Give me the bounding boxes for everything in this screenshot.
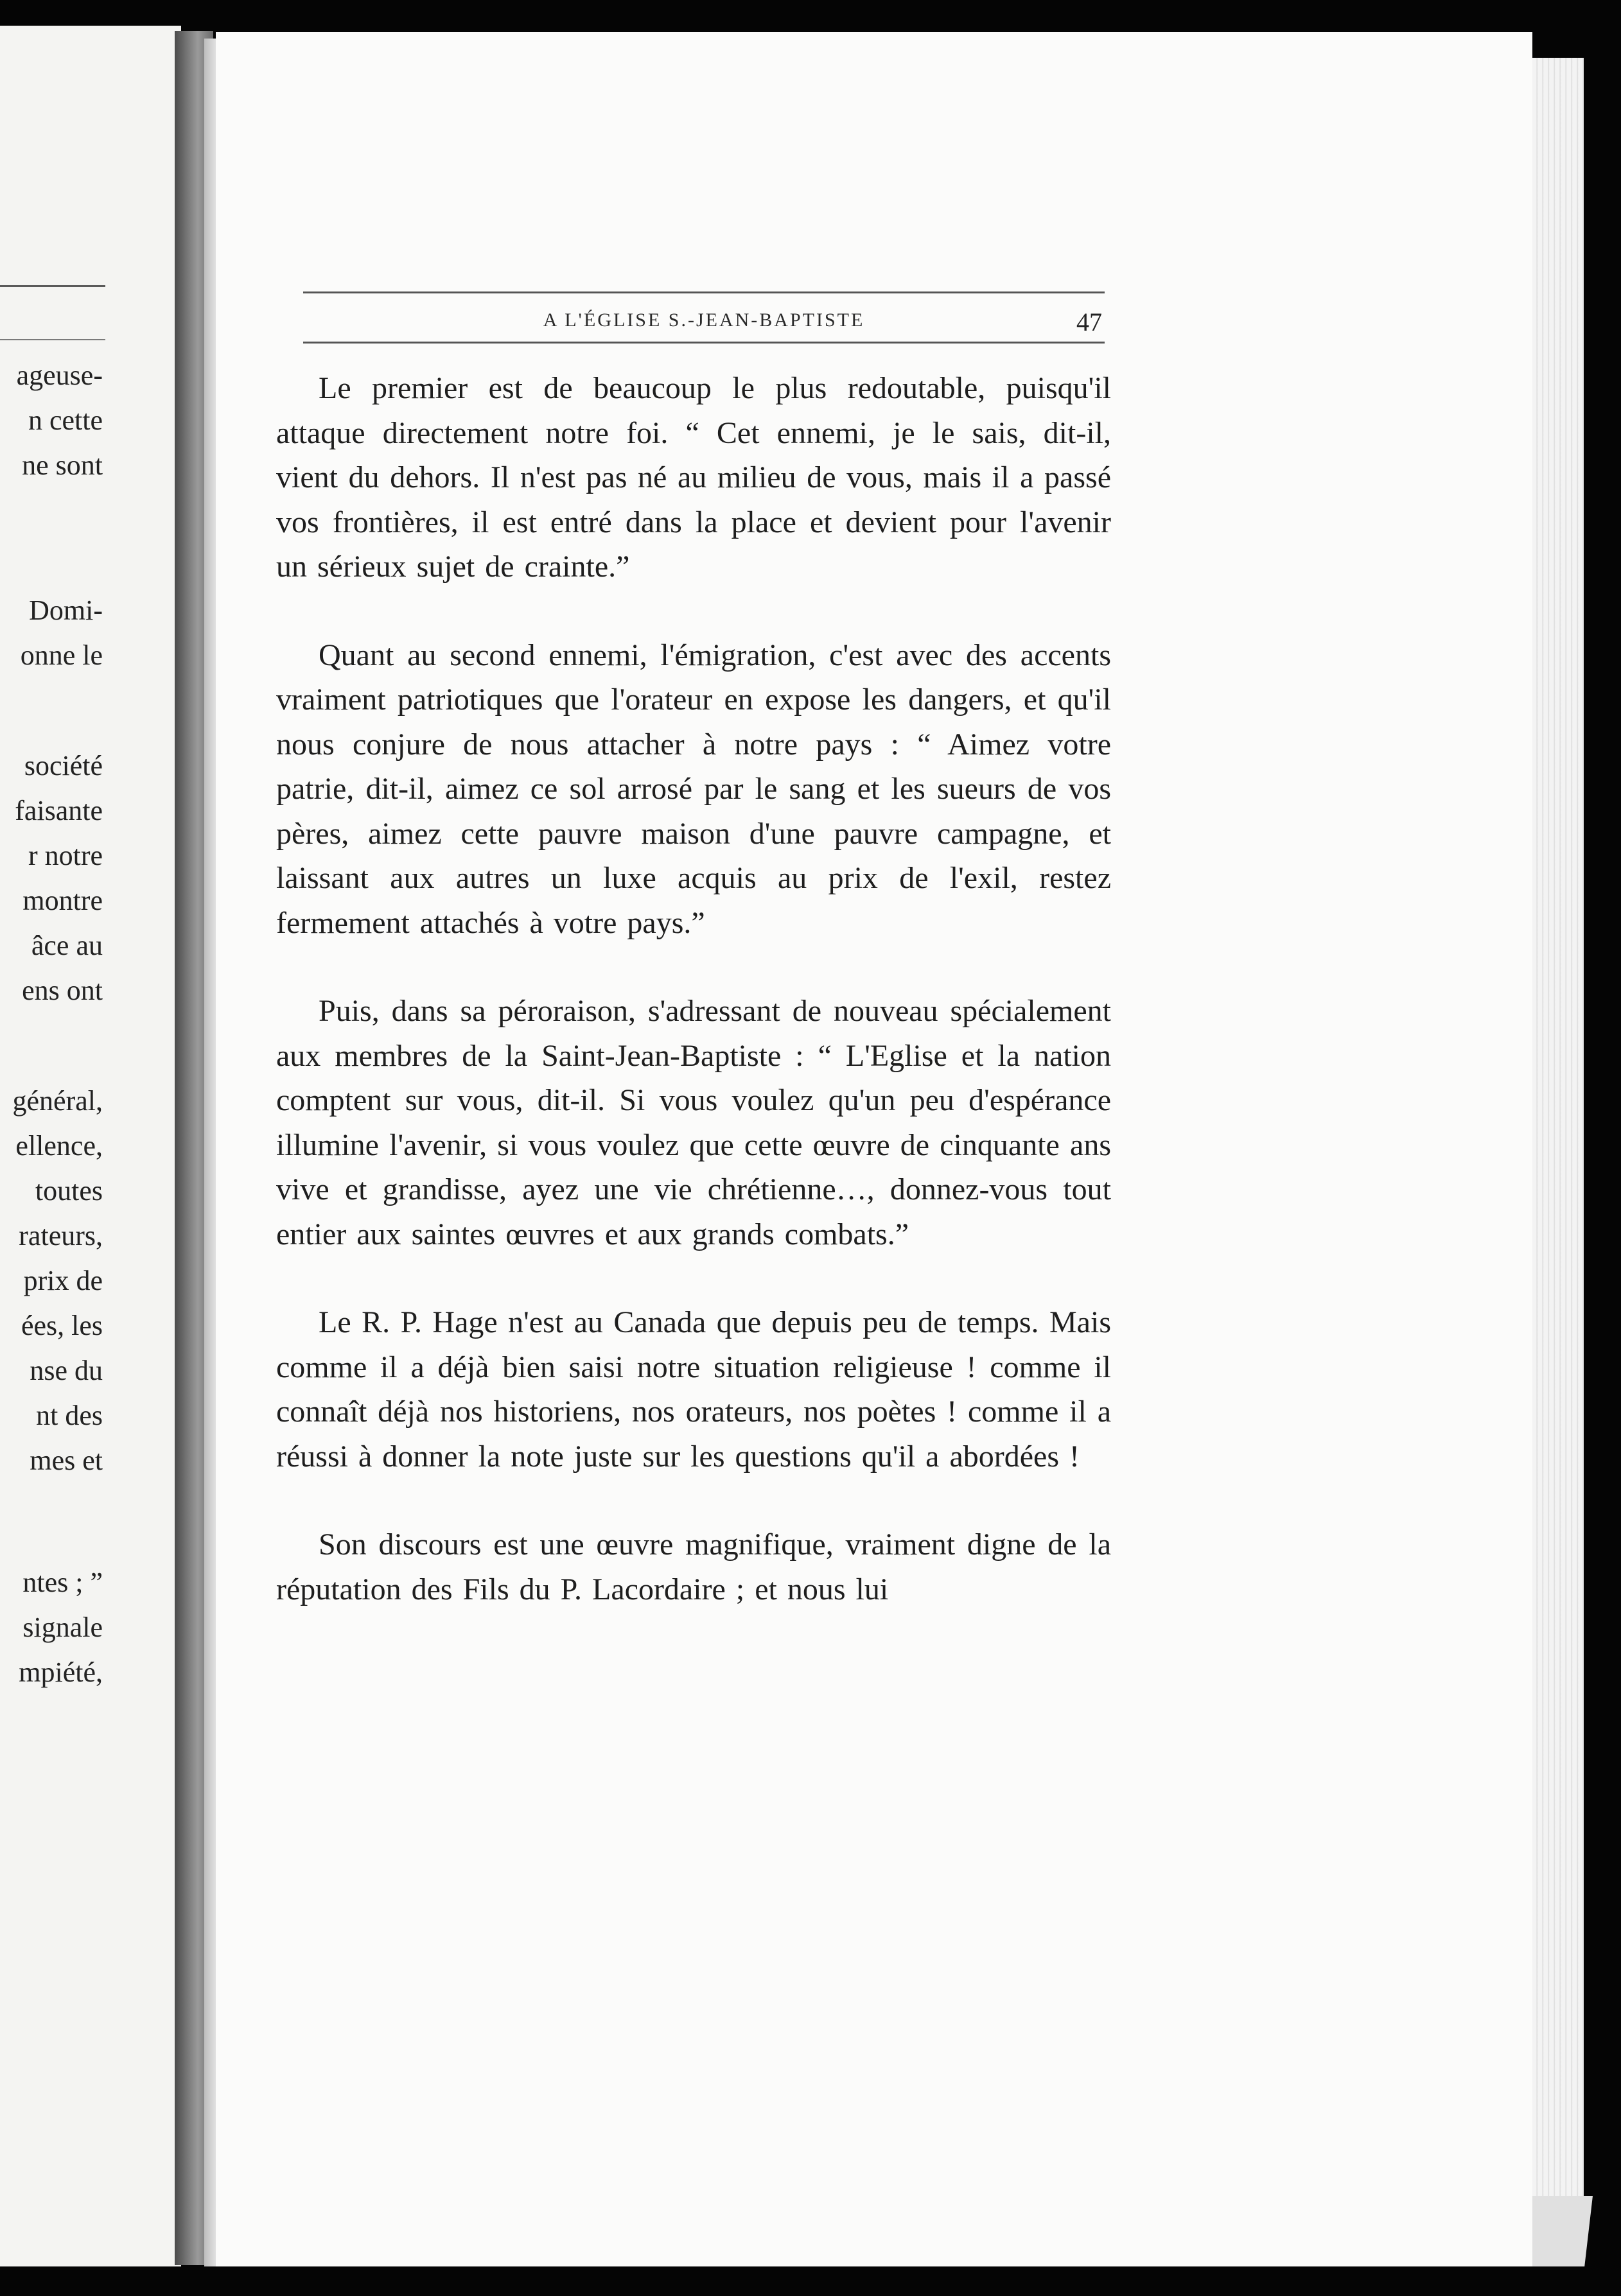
paragraph: Le premier est de beaucoup le plus redoutable, puisqu'il attaque directement notre foi. “ Cet ennemi, je le sais, dit-il, vient du dehors. Il n'est pas né au milieu de vous, mais il a passé vos frontières, il est entré dans la place et devient pour l'avenir un sérieux sujet de crainte.” xyxy=(276,371,1111,584)
page-number: 47 xyxy=(1076,308,1102,336)
paragraph: Son discours est une œuvre magnifique, vraiment digne de la réputation des Fils du P. Lacordaire ; et nous lui xyxy=(276,1527,1111,1606)
left-line: onne le xyxy=(20,639,103,671)
left-line: nt des xyxy=(36,1400,103,1431)
left-line: Domi- xyxy=(29,595,103,626)
left-line: toutes xyxy=(35,1175,103,1206)
page-stack-edge xyxy=(1532,58,1584,2196)
left-line: ellence, xyxy=(15,1130,103,1161)
left-line: ne sont xyxy=(22,449,103,481)
left-page-fragment xyxy=(0,26,181,2266)
header-rule xyxy=(303,342,1105,344)
paragraph: Le R. P. Hage n'est au Canada que depuis peu de temps. Mais comme il a déjà bien saisi notre situation religieuse ! comme il connaît déjà nos historiens, nos orateurs, nos poètes ! comme il a réussi à donner la note juste sur les questions qu'il a abordées ! xyxy=(276,1305,1111,1474)
left-line: signale xyxy=(22,1612,103,1643)
left-header-rule xyxy=(0,339,105,340)
left-line: montre xyxy=(22,885,103,916)
left-line: ageuse- xyxy=(16,360,103,391)
left-line: faisante xyxy=(15,795,103,826)
left-line: mpiété, xyxy=(19,1657,103,1688)
left-line: r notre xyxy=(28,840,103,871)
left-line: rateurs, xyxy=(19,1220,103,1251)
paragraph: Quant au second ennemi, l'émigration, c'est avec des accents vraiment patriotiques que l'orateur en expose les dangers, et qu'il nous conjure de nous attacher à notre pays : “ Aimez votre patrie, dit-il, aimez ce sol arrosé par le sang et les sueurs de vos pères, aimez cette pauvre maison d'une pauvre campagne, et laissant aux autres un luxe acquis au prix de l'exil, restez fermement attachés à votre pays.” xyxy=(276,638,1111,940)
left-line: ées, les xyxy=(21,1310,103,1341)
left-line: ntes ; ” xyxy=(22,1567,103,1598)
left-header-rule xyxy=(0,285,105,287)
left-line: général, xyxy=(12,1085,103,1117)
paragraph: Puis, dans sa péroraison, s'adressant de nouveau spécialement aux membres de la Saint-Jean-Baptiste : “ L'Eglise et la nation comptent sur vous, dit-il. Si vous voulez qu'un peu d'espérance illumine l'avenir, si vous voulez que cette œuvre de cinquante ans vive et grandisse, ayez une vie chrétienne…, donnez-vous tout entier aux saintes œuvres et aux grands combats.” xyxy=(276,994,1111,1251)
running-header xyxy=(303,283,1105,340)
left-line: ens ont xyxy=(22,975,103,1006)
right-page xyxy=(216,32,1532,2266)
body-text xyxy=(276,366,1111,1655)
header-rule xyxy=(303,291,1105,293)
left-line: prix de xyxy=(23,1265,103,1296)
running-title: A L'ÉGLISE S.-JEAN-BAPTISTE xyxy=(543,309,865,331)
left-line: société xyxy=(24,750,103,781)
left-line: mes et xyxy=(30,1445,103,1476)
left-line: âce au xyxy=(31,930,103,961)
left-line: nse du xyxy=(30,1355,103,1386)
left-line: n cette xyxy=(28,404,103,436)
